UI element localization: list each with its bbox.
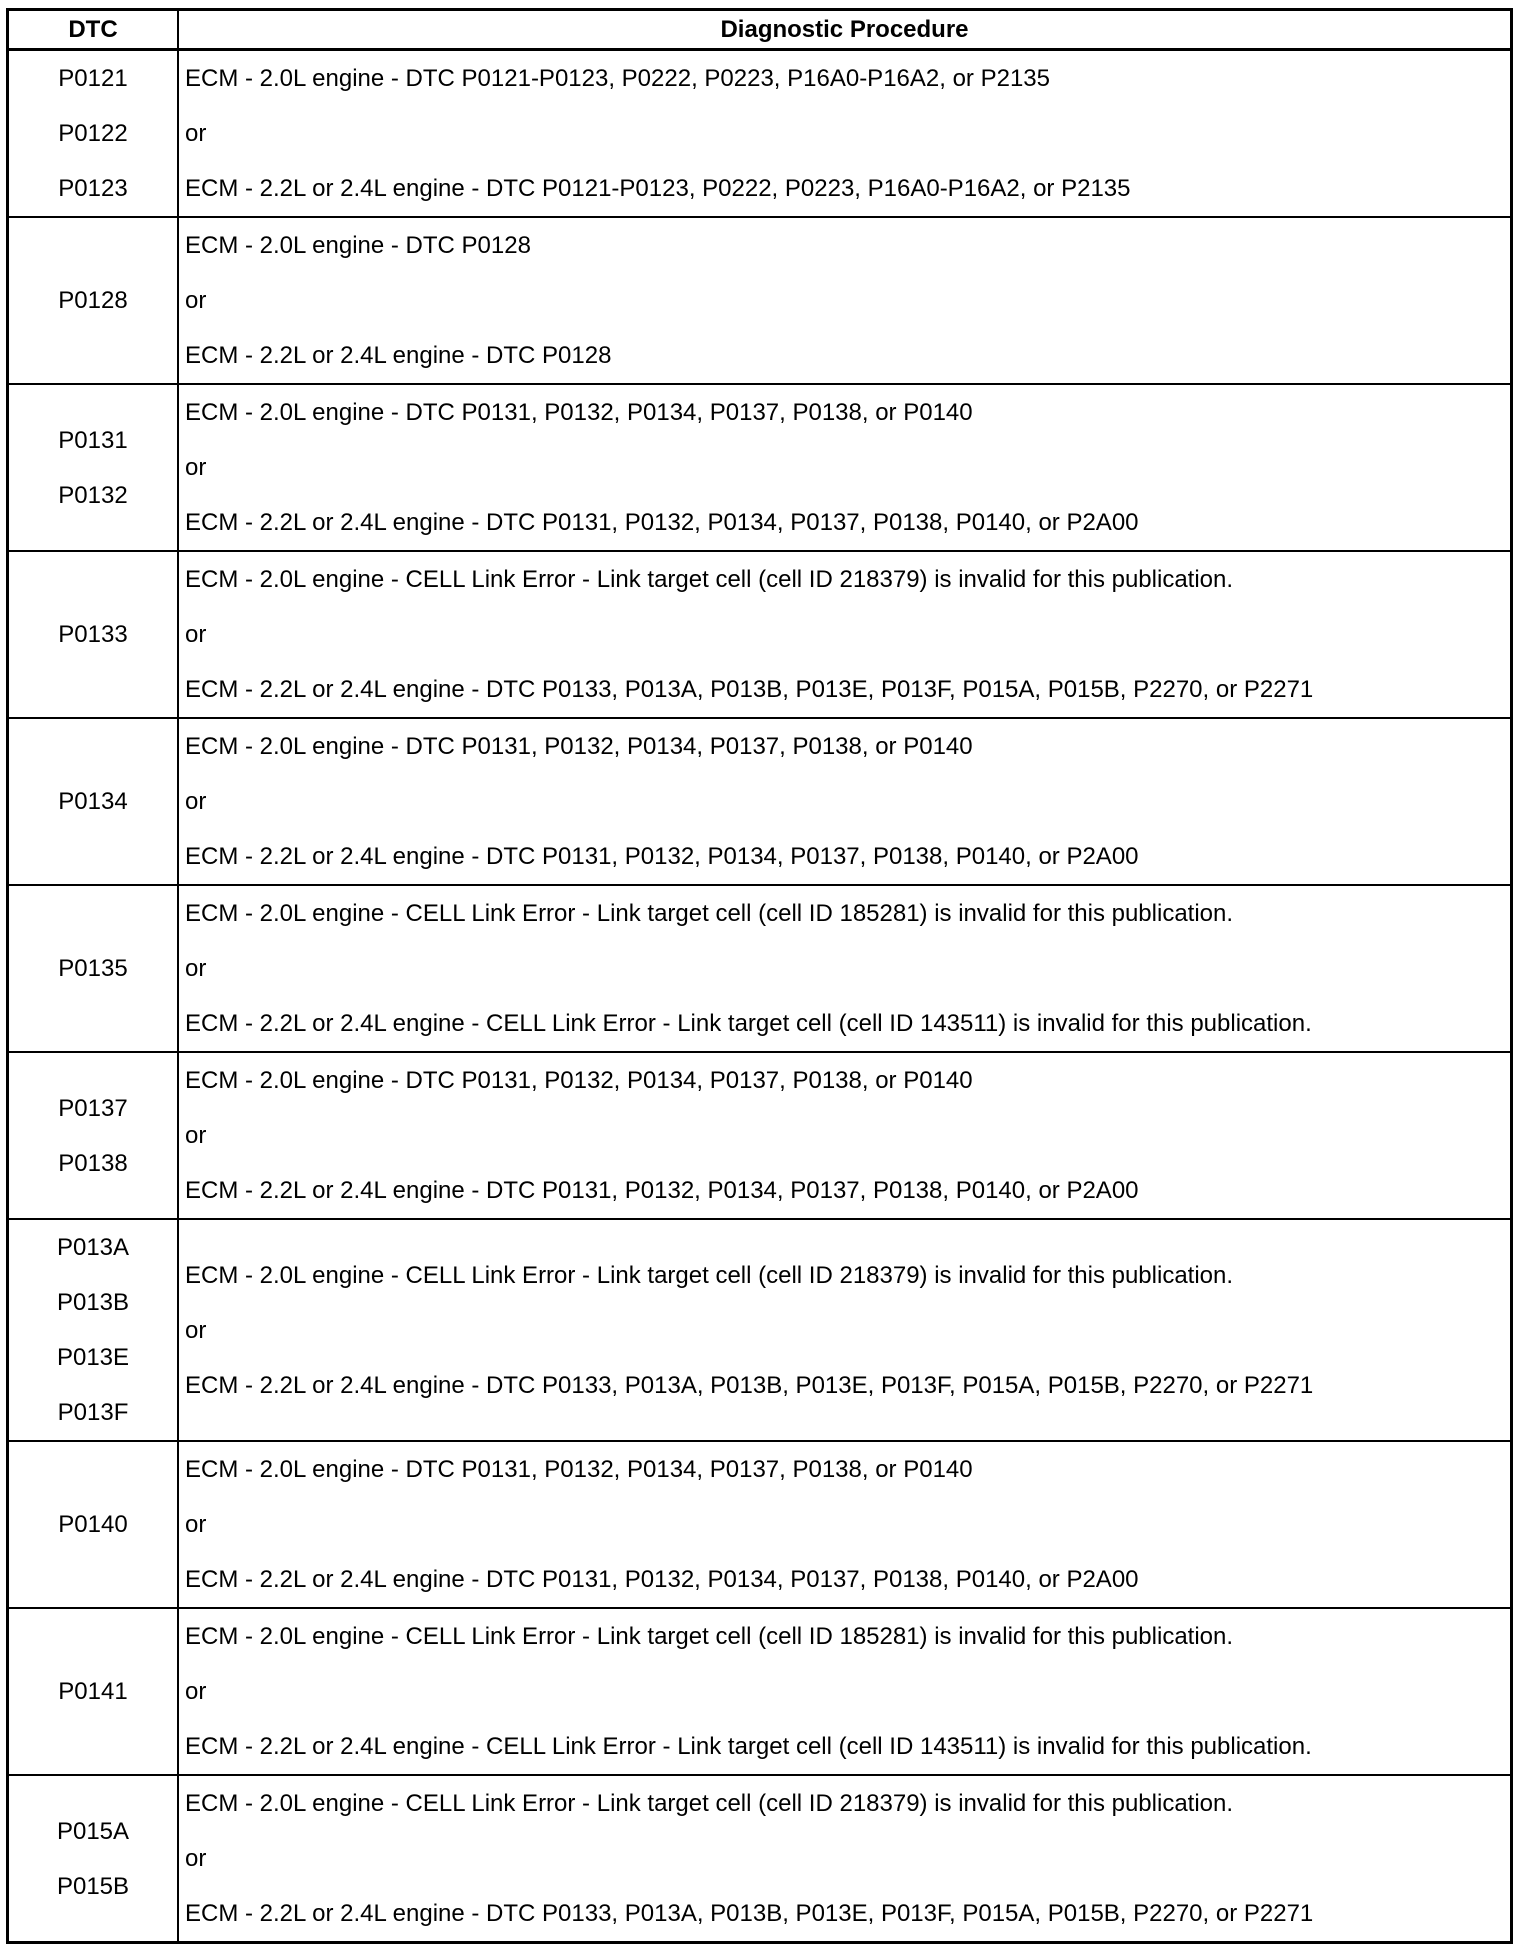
procedure-or-text: or: [185, 454, 207, 481]
dtc-code: P015A: [56, 1817, 130, 1845]
table-body: [8, 50, 1512, 1943]
dtc-code: P0141: [58, 1678, 128, 1705]
procedure-cell: [178, 551, 1512, 718]
table-row: [8, 885, 1512, 1052]
procedure-link-text: ECM - 2.0L engine - DTC P0131, P0132, P0134, P0137, P0138, or P0140: [185, 1067, 973, 1094]
procedure-cell: [178, 1775, 1512, 1943]
dtc-code: P0123: [58, 175, 128, 202]
procedure-cell: [178, 1052, 1512, 1219]
dtc-cell: [8, 50, 179, 218]
procedure-cell: [178, 885, 1512, 1052]
procedure-or-text: or: [185, 287, 207, 314]
procedure-or-text: or: [185, 1122, 207, 1149]
procedure-or-text: or: [185, 955, 207, 982]
procedure-link-text: ECM - 2.2L or 2.4L engine - DTC P0133, P013A, P013B, P013E, P013F, P015A, P015B, P2270, or P2271: [185, 676, 1314, 703]
procedure-cell: [178, 384, 1512, 551]
table-row: [8, 217, 1512, 384]
procedure-link-text: ECM - 2.0L engine - CELL Link Error - Link target cell (cell ID 218379) is invalid for this publication.: [185, 566, 1234, 593]
procedure-or-text: or: [185, 1316, 207, 1344]
procedure-link-text: ECM - 2.0L engine - DTC P0131, P0132, P0134, P0137, P0138, or P0140: [185, 733, 973, 760]
dtc-code: P013F: [57, 1399, 129, 1426]
dtc-cell: [8, 885, 179, 1052]
dtc-code: P015B: [56, 1872, 130, 1900]
procedure-link-text: ECM - 2.0L engine - CELL Link Error - Link target cell (cell ID 185281) is invalid for this publication.: [185, 1623, 1234, 1650]
procedure-cell: [178, 1219, 1512, 1441]
table-row: [8, 50, 1512, 218]
procedure-link-text: ECM - 2.2L or 2.4L engine - DTC P0131, P0132, P0134, P0137, P0138, P0140, or P2A00: [185, 843, 1139, 870]
procedure-or-text: or: [185, 788, 207, 815]
table-row: [8, 718, 1512, 885]
dtc-cell: [8, 1441, 179, 1608]
procedure-link-text: ECM - 2.2L or 2.4L engine - DTC P0133, P013A, P013B, P013E, P013F, P015A, P015B, P2270, or P2271: [185, 1371, 1314, 1399]
procedure-cell: [178, 217, 1512, 384]
procedure-link-text: ECM - 2.2L or 2.4L engine - DTC P0121-P0123, P0222, P0223, P16A0-P16A2, or P2135: [185, 175, 1131, 202]
table-row: [8, 1775, 1512, 1943]
procedure-link-text: ECM - 2.2L or 2.4L engine - CELL Link Error - Link target cell (cell ID 143511) is invalid for this publication.: [185, 1733, 1312, 1760]
dtc-cell: [8, 1052, 179, 1219]
table-row: [8, 1441, 1512, 1608]
procedure-link-text: ECM - 2.2L or 2.4L engine - CELL Link Error - Link target cell (cell ID 143511) is invalid for this publication.: [185, 1010, 1312, 1037]
dtc-cell: [8, 551, 179, 718]
procedure-link-text: ECM - 2.0L engine - DTC P0131, P0132, P0134, P0137, P0138, or P0140: [185, 1456, 973, 1483]
dtc-code: P0128: [58, 287, 128, 314]
procedure-or-text: or: [185, 621, 207, 648]
dtc-code: P0134: [58, 788, 128, 815]
procedure-link-text: ECM - 2.0L engine - CELL Link Error - Link target cell (cell ID 185281) is invalid for this publication.: [185, 900, 1234, 927]
procedure-link-text: ECM - 2.0L engine - DTC P0121-P0123, P0222, P0223, P16A0-P16A2, or P2135: [185, 65, 1050, 92]
dtc-code: P0131: [58, 426, 128, 454]
procedure-link-text: ECM - 2.0L engine - CELL Link Error - Link target cell (cell ID 218379) is invalid for this publication.: [185, 1790, 1234, 1817]
dtc-cell: [8, 1219, 179, 1441]
procedure-or-text: or: [185, 1845, 207, 1872]
dtc-procedure-table: [6, 8, 1513, 1944]
procedure-cell: [178, 50, 1512, 218]
table-row: [8, 1608, 1512, 1775]
dtc-code: P0122: [58, 120, 128, 147]
procedure-cell: [178, 1441, 1512, 1608]
dtc-column-header: DTC: [8, 10, 179, 50]
dtc-code: P0132: [58, 481, 128, 509]
dtc-code: P013A: [56, 1234, 130, 1261]
procedure-link-text: ECM - 2.2L or 2.4L engine - DTC P0131, P0132, P0134, P0137, P0138, P0140, or P2A00: [185, 1177, 1139, 1204]
procedure-column-header: Diagnostic Procedure: [178, 10, 1512, 50]
table-row: [8, 1052, 1512, 1219]
table-header-row: [8, 10, 1512, 50]
dtc-code: P0135: [58, 955, 128, 982]
table-row: [8, 551, 1512, 718]
procedure-link-text: ECM - 2.0L engine - DTC P0128: [185, 232, 531, 259]
dtc-cell: [8, 718, 179, 885]
dtc-code: P013B: [56, 1289, 130, 1316]
procedure-cell: [178, 1608, 1512, 1775]
procedure-link-text: ECM - 2.2L or 2.4L engine - DTC P0128: [185, 342, 612, 369]
procedure-link-text: ECM - 2.2L or 2.4L engine - DTC P0133, P013A, P013B, P013E, P013F, P015A, P015B, P2270, or P2271: [185, 1900, 1314, 1927]
table-row: [8, 384, 1512, 551]
dtc-cell: [8, 217, 179, 384]
procedure-or-text: or: [185, 1511, 207, 1538]
procedure-cell: [178, 718, 1512, 885]
dtc-code: P0121: [58, 65, 128, 92]
dtc-code: P0137: [58, 1094, 128, 1122]
dtc-code: P0133: [58, 621, 128, 648]
procedure-link-text: ECM - 2.2L or 2.4L engine - DTC P0131, P0132, P0134, P0137, P0138, P0140, or P2A00: [185, 509, 1139, 536]
dtc-cell: [8, 1775, 179, 1943]
procedure-link-text: ECM - 2.2L or 2.4L engine - DTC P0131, P0132, P0134, P0137, P0138, P0140, or P2A00: [185, 1566, 1139, 1593]
procedure-or-text: or: [185, 1678, 207, 1705]
dtc-code: P013E: [56, 1344, 130, 1371]
procedure-link-text: ECM - 2.0L engine - CELL Link Error - Link target cell (cell ID 218379) is invalid for this publication.: [185, 1261, 1234, 1289]
table-row: [8, 1219, 1512, 1441]
procedure-or-text: or: [185, 120, 207, 147]
dtc-cell: [8, 384, 179, 551]
dtc-code: P0138: [58, 1149, 128, 1177]
dtc-cell: [8, 1608, 179, 1775]
procedure-link-text: ECM - 2.0L engine - DTC P0131, P0132, P0134, P0137, P0138, or P0140: [185, 399, 973, 426]
dtc-code: P0140: [58, 1511, 128, 1538]
